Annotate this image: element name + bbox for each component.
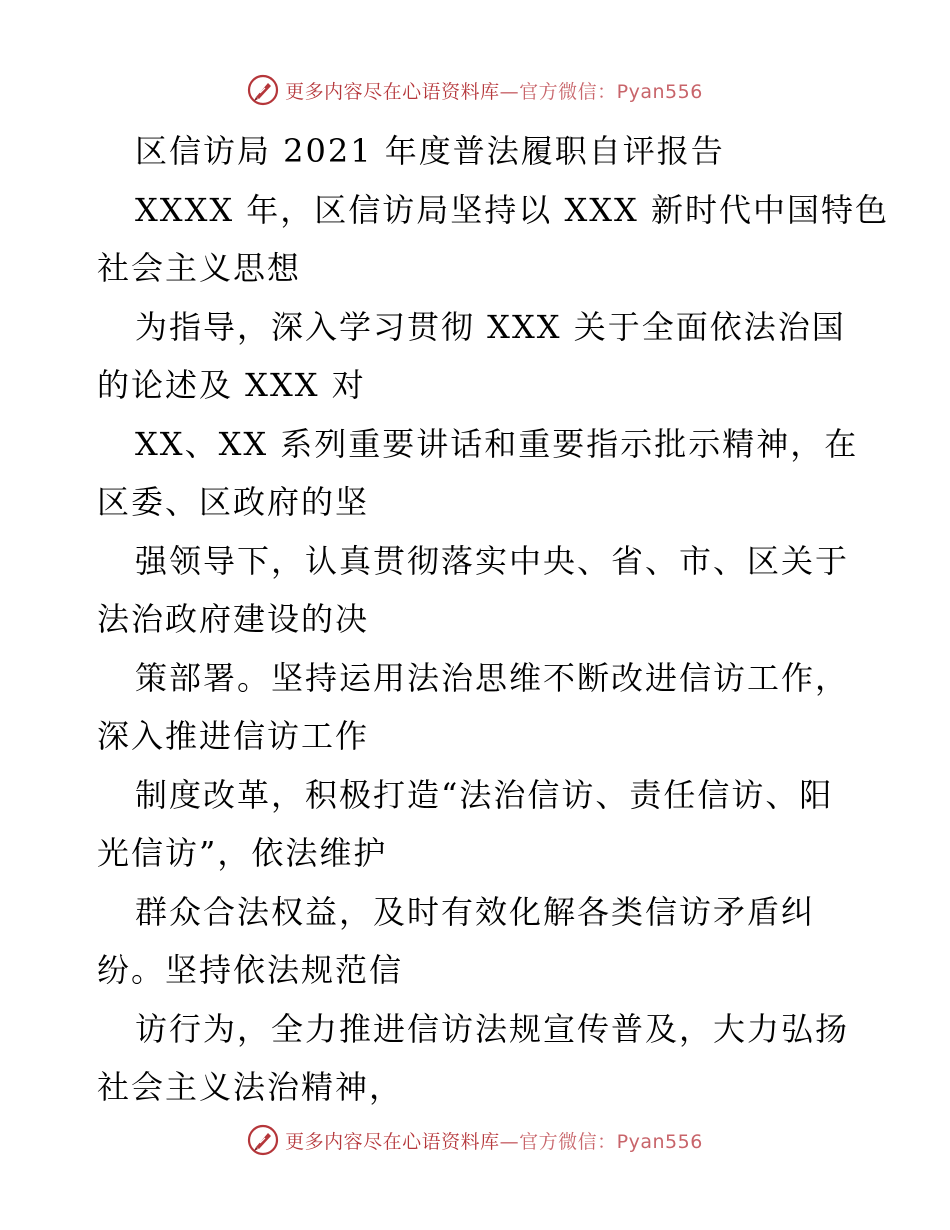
paragraph-line: 群众合法权益，及时有效化解各类信访矛盾纠 <box>135 892 816 931</box>
paragraph-line: 法治政府建设的决 <box>97 600 370 638</box>
paragraph-line: 制度改革，积极打造“法治信访、责任信访、阳 <box>135 775 834 814</box>
paragraph-line: 区委、区政府的坚 <box>97 483 370 521</box>
paragraph-line: 社会主义法治精神， <box>97 1068 404 1106</box>
paragraph-line: XX、XX 系列重要讲话和重要指示批示精神，在 <box>135 424 859 463</box>
banner-text <box>285 77 703 104</box>
banner-main-text: 更多内容尽在心语资料库 <box>285 80 500 103</box>
paragraph-line: 深入推进信访工作 <box>97 717 370 755</box>
quill-pen-logo-icon <box>247 1124 279 1156</box>
paragraph-line: 强领导下，认真贯彻落实中央、省、市、区关于 <box>135 541 850 580</box>
paragraph-line: 为指导，深入学习贯彻 XXX 关于全面依法治国 <box>135 307 846 346</box>
banner-wechat-text: 官方微信：Pyan556 <box>519 1130 703 1153</box>
quill-pen-logo-icon <box>247 74 279 106</box>
footer-banner <box>0 1120 950 1160</box>
banner-wechat-text: 官方微信：Pyan556 <box>519 80 703 103</box>
paragraph-line: 的论述及 XXX 对 <box>97 366 366 404</box>
paragraph-line: 访行为，全力推进信访法规宣传普及，大力弘扬 <box>135 1009 850 1048</box>
paragraph-line: 光信访”，依法维护 <box>97 834 388 872</box>
banner-main-text: 更多内容尽在心语资料库 <box>285 1130 500 1153</box>
paragraph-line: 策部署。坚持运用法治思维不断改进信访工作， <box>135 658 850 697</box>
banner-separator: — <box>499 1130 520 1153</box>
paragraph-line: XXXX 年，区信访局坚持以 XXX 新时代中国特色 <box>135 190 889 229</box>
document-body <box>97 122 889 1117</box>
header-banner <box>0 70 950 110</box>
banner-separator: — <box>499 80 520 103</box>
document-title: 区信访局 2021 年度普法履职自评报告 <box>135 132 725 170</box>
paragraph-line: 纷。坚持依法规范信 <box>97 951 404 989</box>
banner-text <box>285 1127 703 1154</box>
paragraph-line: 社会主义思想 <box>97 249 302 287</box>
